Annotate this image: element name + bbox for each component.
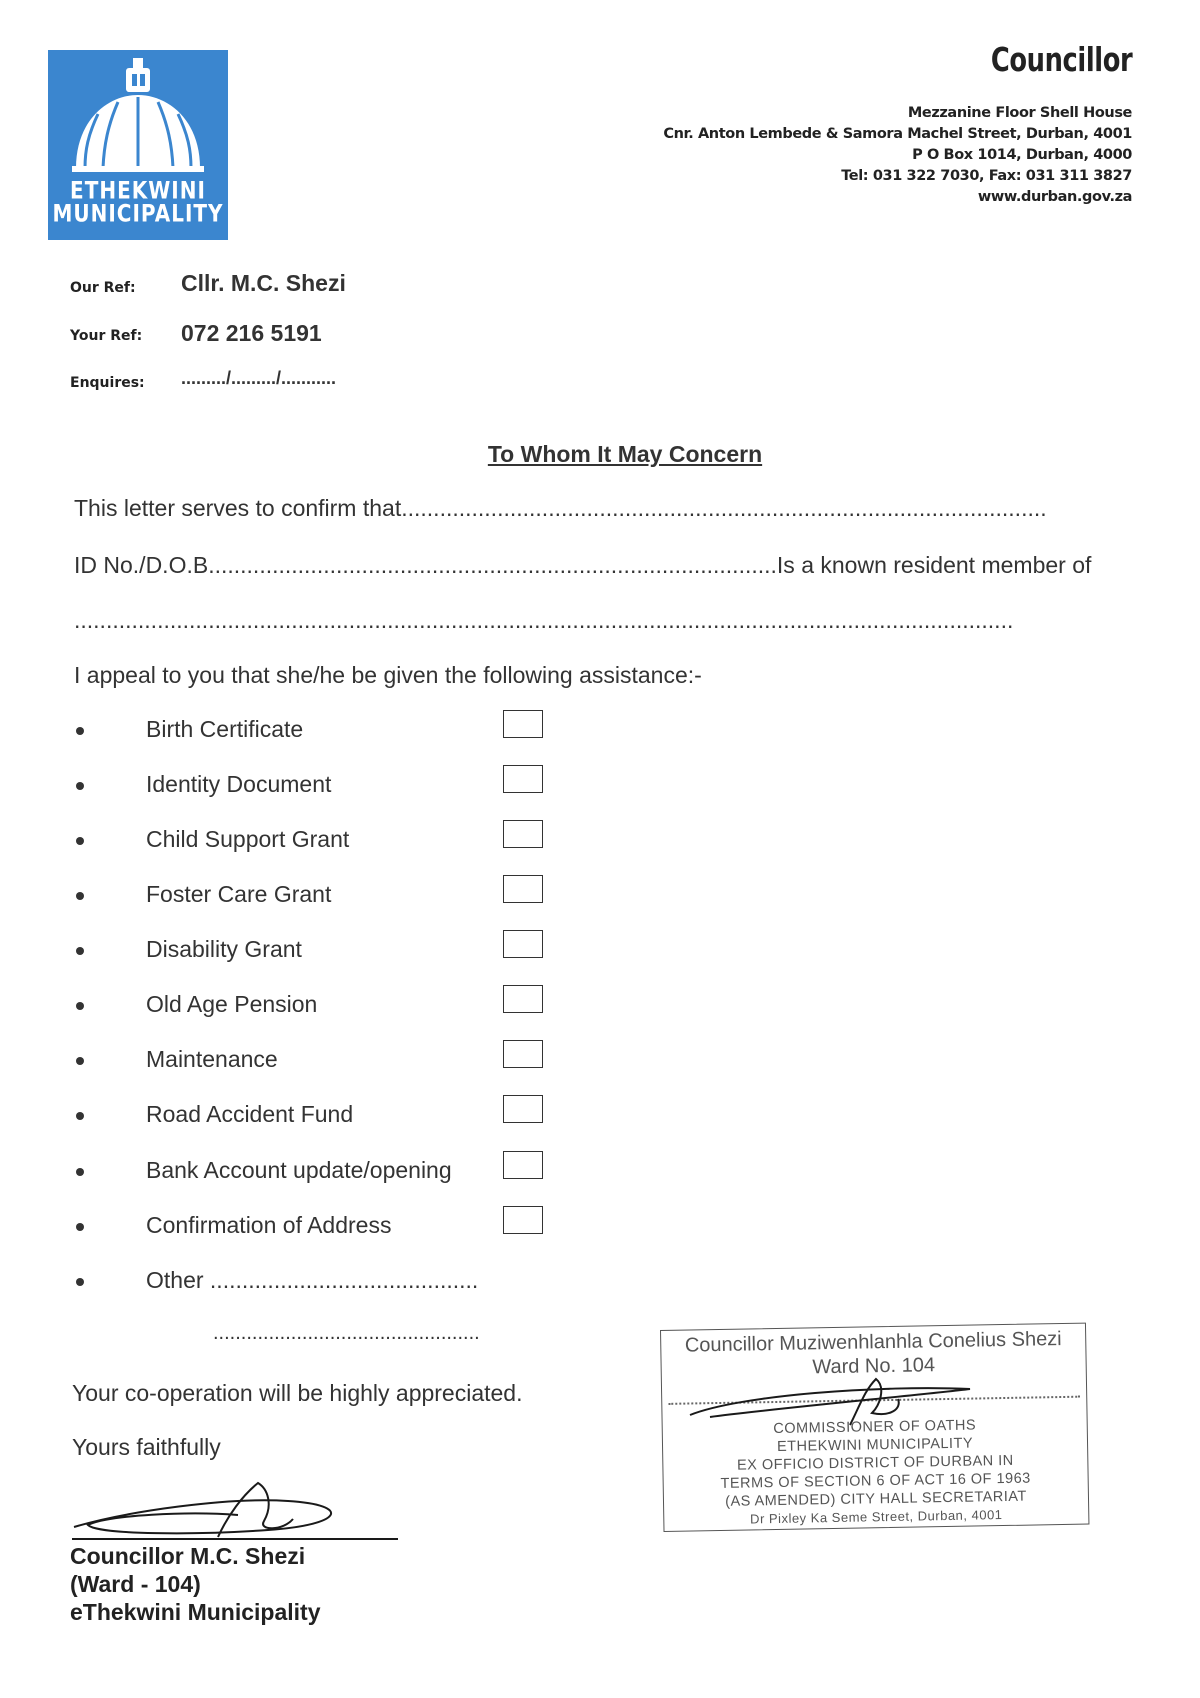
checklist-label: Identity Document [146,771,332,797]
your-ref-label: Your Ref: [70,328,143,344]
cooperation-line: Your co-operation will be highly appreciated. [72,1380,523,1406]
checkbox-disability-grant[interactable] [503,930,543,958]
enquires-label: Enquires: [70,375,145,391]
checkbox-maintenance[interactable] [503,1040,543,1068]
stamp-line2: ETHEKWINI MUNICIPALITY [776,1435,974,1455]
bullet-icon [76,1002,84,1010]
checklist-label: Old Age Pension [146,991,318,1017]
bullet-icon [76,1168,84,1176]
signature-image [68,1475,408,1545]
confirm-line: This letter serves to confirm that..................................................................................................... [74,495,1047,521]
checkbox-foster-care-grant[interactable] [503,875,543,903]
stamp-signature-image [680,1365,1000,1435]
checklist-item [76,771,596,803]
checklist-label: Disability Grant [146,936,302,962]
logo-line2: MUNICIPALITY [52,198,224,228]
checklist-item [76,716,596,748]
our-ref-value: Cllr. M.C. Shezi [181,270,346,296]
yours-faithfully: Yours faithfully [72,1434,221,1460]
appeal-line: I appeal to you that she/he be given the following assistance:- [74,662,702,688]
id-dob-line: ID No./D.O.B.........................................................................................Is a known resident member of [74,552,1092,578]
your-ref-value: 072 216 5191 [181,320,322,346]
checklist-label: Child Support Grant [146,826,350,852]
enquires-value: ........./........./........... [181,368,337,388]
bullet-icon [76,727,84,735]
checklist-label: Confirmation of Address [146,1212,392,1238]
checklist-label: Birth Certificate [146,716,304,742]
checklist-item-other [76,1267,596,1299]
checklist-item [76,1157,596,1189]
checkbox-identity-document[interactable] [503,765,543,793]
checklist-item [76,881,596,913]
checkbox-road-accident-fund[interactable] [503,1095,543,1123]
signatory-ward: (Ward - 104) [70,1571,201,1597]
resident-of-line: ................................................................................................................................................... [74,607,1014,633]
header-title: Councillor [990,40,1132,79]
bullet-icon [76,1057,84,1065]
other-continuation: ................................................ [213,1322,480,1344]
signatory-name: Councillor M.C. Shezi [70,1543,306,1569]
checklist-label: Road Accident Fund [146,1101,354,1127]
address-line1: Mezzanine Floor Shell House [907,105,1132,121]
logo-line1: ETHEKWINI [70,175,206,205]
checkbox-bank-account[interactable] [503,1151,543,1179]
stamp-name: Councillor Muziwenhlanhla Conelius Shezi [684,1327,1062,1357]
our-ref-label: Our Ref: [70,280,136,296]
bullet-icon [76,782,84,790]
signatory-org: eThekwini Municipality [70,1599,321,1625]
stamp-line1: COMMISSIONER OF OATHS [773,1417,977,1438]
checklist-item [76,1046,596,1078]
other-label: Other .......................................... [146,1267,479,1293]
checklist-label: Bank Account update/opening [146,1157,452,1183]
checklist-item [76,936,596,968]
contact-line: Tel: 031 322 7030, Fax: 031 311 3827 [841,168,1132,184]
bullet-icon [76,947,84,955]
letter-heading: To Whom It May Concern [487,441,763,467]
stamp-line3: EX OFFICIO DISTRICT OF DURBAN IN [736,1452,1014,1474]
address-line2: Cnr. Anton Lembede & Samora Machel Street, Durban, 4001 [663,126,1132,142]
address-line3: P O Box 1014, Durban, 4000 [912,147,1132,163]
bullet-icon [76,1223,84,1231]
bullet-icon [76,1112,84,1120]
ethekwini-municipality-logo [48,50,228,240]
checklist-label: Foster Care Grant [146,881,332,907]
bullet-icon [76,1278,84,1286]
checkbox-old-age-pension[interactable] [503,985,543,1013]
checklist-item [76,1212,596,1244]
checkbox-child-support-grant[interactable] [503,820,543,848]
checkbox-confirmation-of-address[interactable] [503,1206,543,1234]
checklist-item [76,991,596,1023]
bullet-icon [76,837,84,845]
checklist-label: Maintenance [146,1046,278,1072]
website: www.durban.gov.za [977,189,1132,205]
checklist-item [76,826,596,858]
checkbox-birth-certificate[interactable] [503,710,543,738]
stamp-ward: Ward No. 104 [812,1354,936,1379]
stamp-line5: (AS AMENDED) CITY HALL SECRETARIAT [725,1488,1027,1510]
stamp-line4: TERMS OF SECTION 6 OF ACT 16 OF 1963 [720,1470,1031,1492]
bullet-icon [76,892,84,900]
stamp-line6: Dr Pixley Ka Seme Street, Durban, 4001 [749,1507,1003,1527]
checklist-item [76,1101,596,1133]
